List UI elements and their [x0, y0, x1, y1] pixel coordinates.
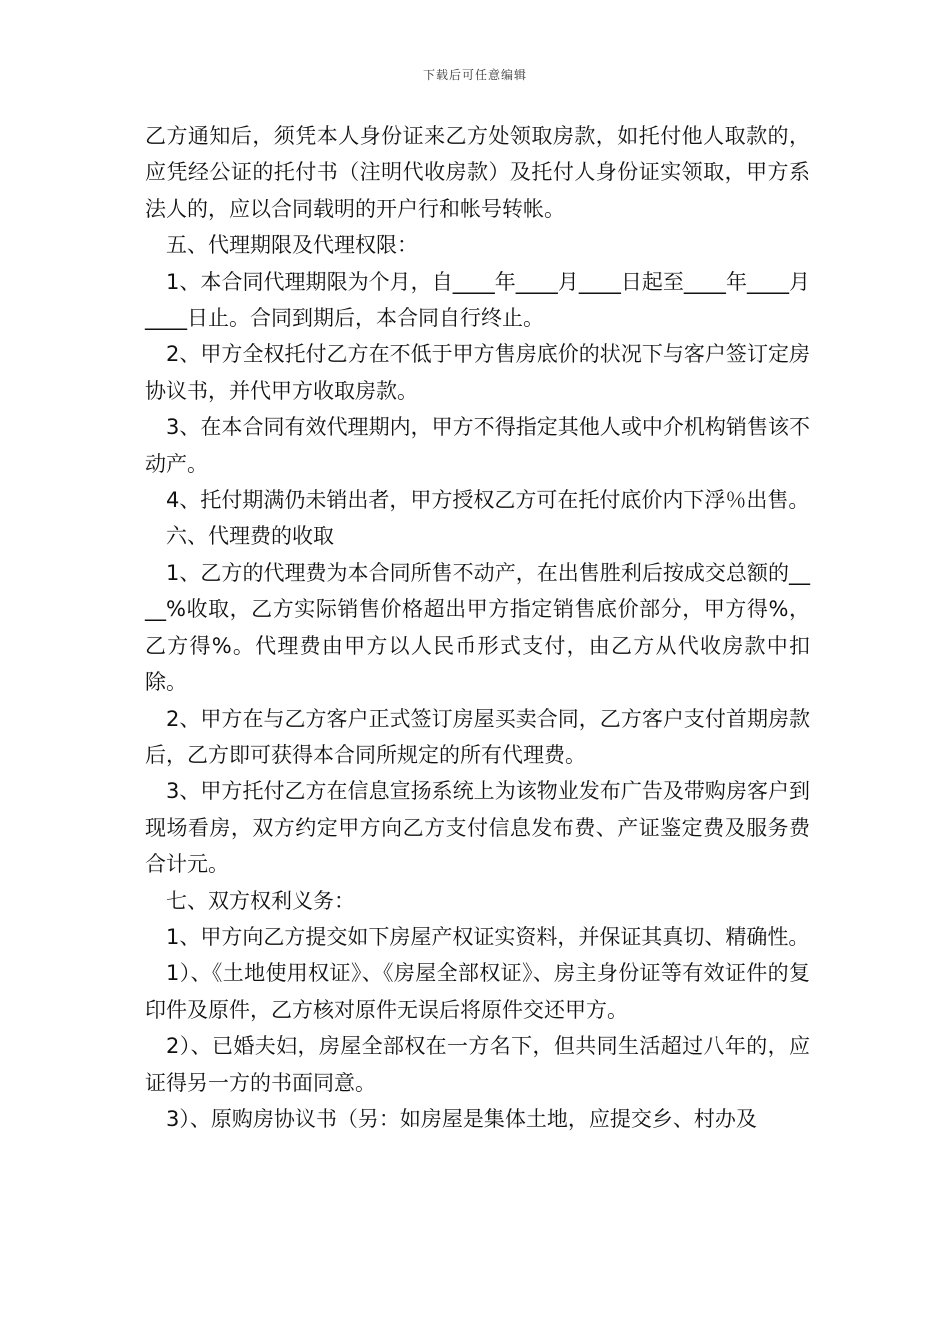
paragraph: 4、托付期满仍未销出者，甲方授权乙方可在托付底价内下浮％出售。 [166, 488, 810, 513]
paragraph: 1、本合同代理期限为个月，自____年____月____日起至____年____月____日止。合同到期后，本合同自行终止。 [145, 269, 810, 331]
paragraph: 1、甲方向乙方提交如下房屋产权证实资料，并保证其真切、精确性。 [166, 924, 810, 949]
paragraph: 3、甲方托付乙方在信息宣扬系统上为该物业发布广告及带购房客户到现场看房，双方约定甲方向乙方支付信息发布费、产证鉴定费及服务费合计元。 [145, 779, 810, 877]
header-note: 下载后可任意编辑 [422, 68, 527, 82]
section-heading: 六、代理费的收取 [166, 524, 334, 549]
paragraph: 3、在本合同有效代理期内，甲方不得指定其他人或中介机构销售该不动产。 [145, 415, 810, 476]
paragraph: 3）、原购房协议书（另：如房屋是集体土地，应提交乡、村办及 [166, 1106, 757, 1131]
paragraph: 1、乙方的代理费为本合同所售不动产，在出售胜利后按成交总额的____%收取，乙方实际销售价格超出甲方指定销售底价部分，甲方得%，乙方得%。代理费由甲方以人民币形式支付，由乙方从代收房款中扣除。 [145, 560, 810, 695]
paragraph: 2、甲方全权托付乙方在不低于甲方售房底价的状况下与客户签订定房协议书，并代甲方收取房款。 [145, 342, 810, 403]
paragraph: 乙方通知后，须凭本人身份证来乙方处领取房款，如托付他人取款的，应凭经公证的托付书（注明代收房款）及托付人身份证实领取，甲方系法人的，应以合同载明的开户行和帐号转帐。 [145, 124, 810, 221]
paragraph: 2）、已婚夫妇，房屋全部权在一方名下，但共同生活超过八年的，应证得另一方的书面同意。 [145, 1034, 810, 1095]
contract-body [145, 118, 810, 1137]
paragraph: 2、甲方在与乙方客户正式签订房屋买卖合同，乙方客户支付首期房款后，乙方即可获得本合同所规定的所有代理费。 [145, 706, 810, 767]
paragraph: 1）、《土地使用权证》、《房屋全部权证》、房主身份证等有效证件的复印件及原件，乙方核对原件无误后将原件交还甲方。 [145, 961, 810, 1022]
section-heading: 五、代理期限及代理权限： [166, 233, 418, 258]
section-heading: 七、双方权利义务： [166, 888, 355, 913]
